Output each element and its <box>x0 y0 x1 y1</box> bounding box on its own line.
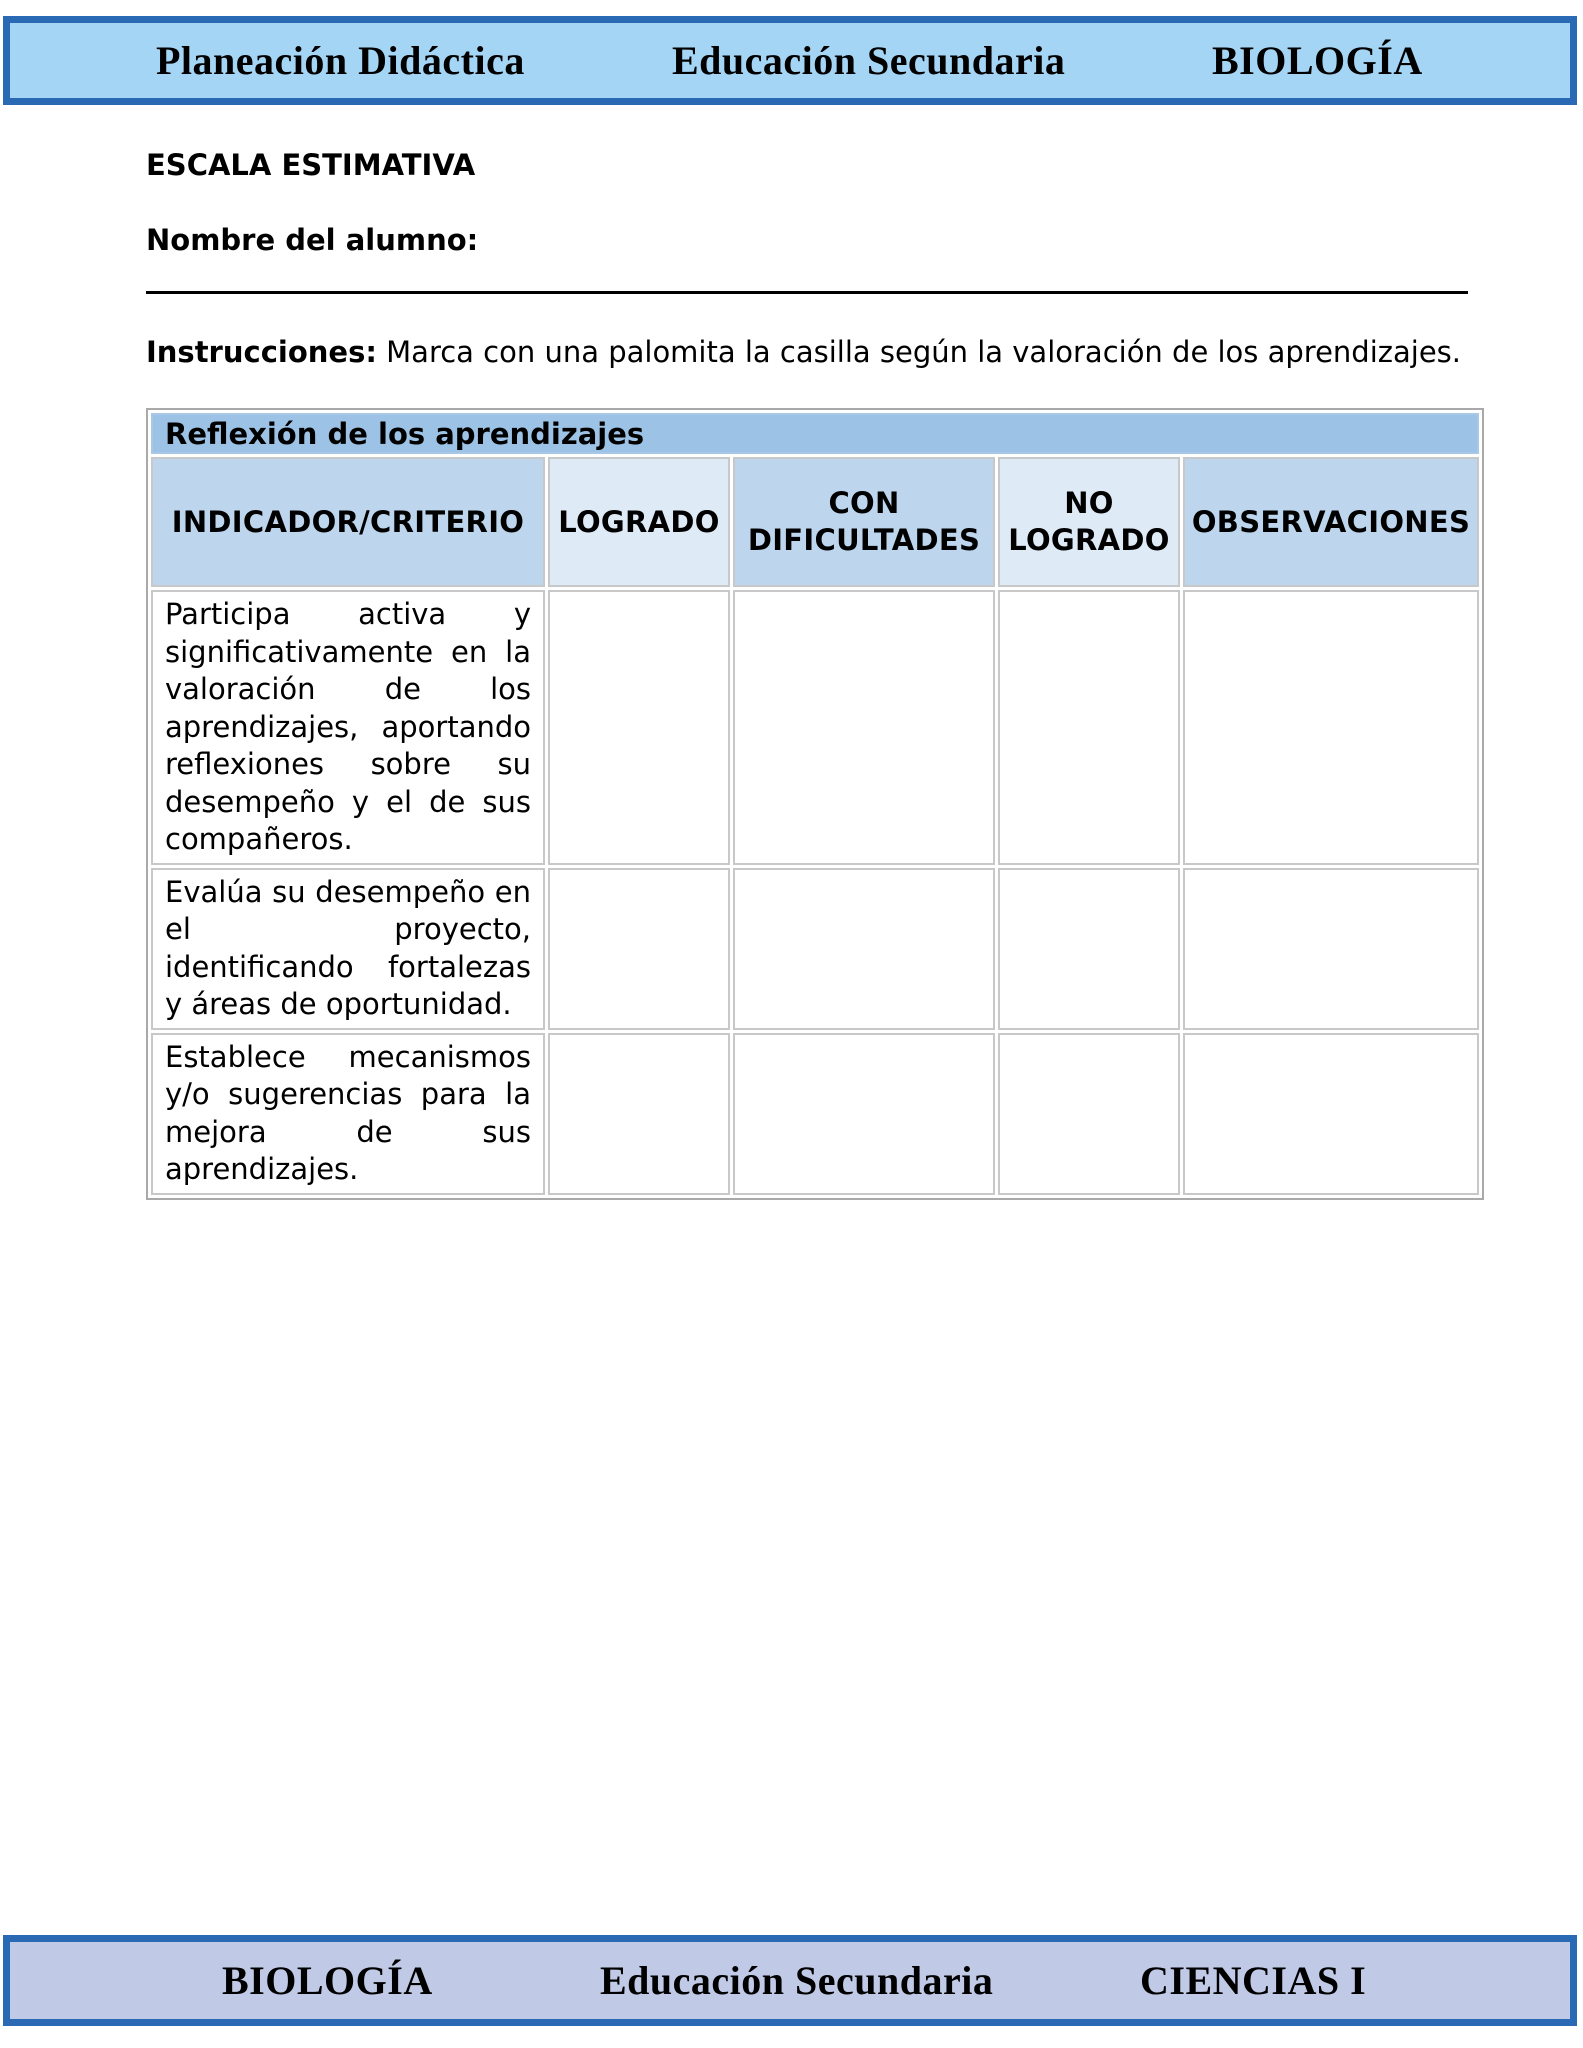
with-difficulties-checkbox-cell[interactable] <box>733 590 995 865</box>
header-center-text: Educación Secundaria <box>672 38 1066 83</box>
column-header-achieved: LOGRADO <box>548 457 730 587</box>
instructions-text: Marca con una palomita la casilla según la valoración de los aprendizajes. <box>376 335 1461 369</box>
footer-center-text: Educación Secundaria <box>600 1958 994 2003</box>
document-title: ESCALA ESTIMATIVA <box>146 148 476 182</box>
table-row <box>151 590 1479 865</box>
footer-left-text: BIOLOGÍA <box>222 1958 433 2003</box>
observations-cell[interactable] <box>1183 1033 1479 1195</box>
criterion-cell: Establece mecanismos y/o sugerencias para la mejora de sus aprendizajes. <box>151 1033 545 1195</box>
footer-right-text: CIENCIAS I <box>1140 1958 1367 2003</box>
header-left-text: Planeación Didáctica <box>156 38 525 83</box>
not-achieved-checkbox-cell[interactable] <box>998 868 1180 1030</box>
table-row <box>151 1033 1479 1195</box>
column-header-observations: OBSERVACIONES <box>1183 457 1479 587</box>
table-row <box>151 868 1479 1030</box>
section-title: Reflexión de los aprendizajes <box>151 413 1479 454</box>
rubric-table <box>146 408 1484 1200</box>
header-right-text: BIOLOGÍA <box>1212 38 1423 83</box>
footer-banner <box>3 1935 1577 2026</box>
achieved-checkbox-cell[interactable] <box>548 868 730 1030</box>
instructions <box>146 335 1461 369</box>
achieved-checkbox-cell[interactable] <box>548 1033 730 1195</box>
not-achieved-checkbox-cell[interactable] <box>998 590 1180 865</box>
not-achieved-checkbox-cell[interactable] <box>998 1033 1180 1195</box>
student-name-label: Nombre del alumno: <box>146 223 479 257</box>
column-header-with-difficulties: CON DIFICULTADES <box>733 457 995 587</box>
instructions-label: Instrucciones: <box>146 335 377 369</box>
achieved-checkbox-cell[interactable] <box>548 590 730 865</box>
column-header-criterion: INDICADOR/CRITERIO <box>151 457 545 587</box>
with-difficulties-checkbox-cell[interactable] <box>733 868 995 1030</box>
criterion-cell: Evalúa su desempeño en el proyecto, identificando fortalezas y áreas de oportunidad. <box>151 868 545 1030</box>
observations-cell[interactable] <box>1183 590 1479 865</box>
with-difficulties-checkbox-cell[interactable] <box>733 1033 995 1195</box>
observations-cell[interactable] <box>1183 868 1479 1030</box>
criterion-cell: Participa activa y significativamente en la valoración de los aprendizajes, aportando reflexiones sobre su desempeño y el de sus compañeros. <box>151 590 545 865</box>
header-banner <box>3 16 1577 105</box>
student-name-line <box>146 291 1468 294</box>
column-header-not-achieved: NO LOGRADO <box>998 457 1180 587</box>
